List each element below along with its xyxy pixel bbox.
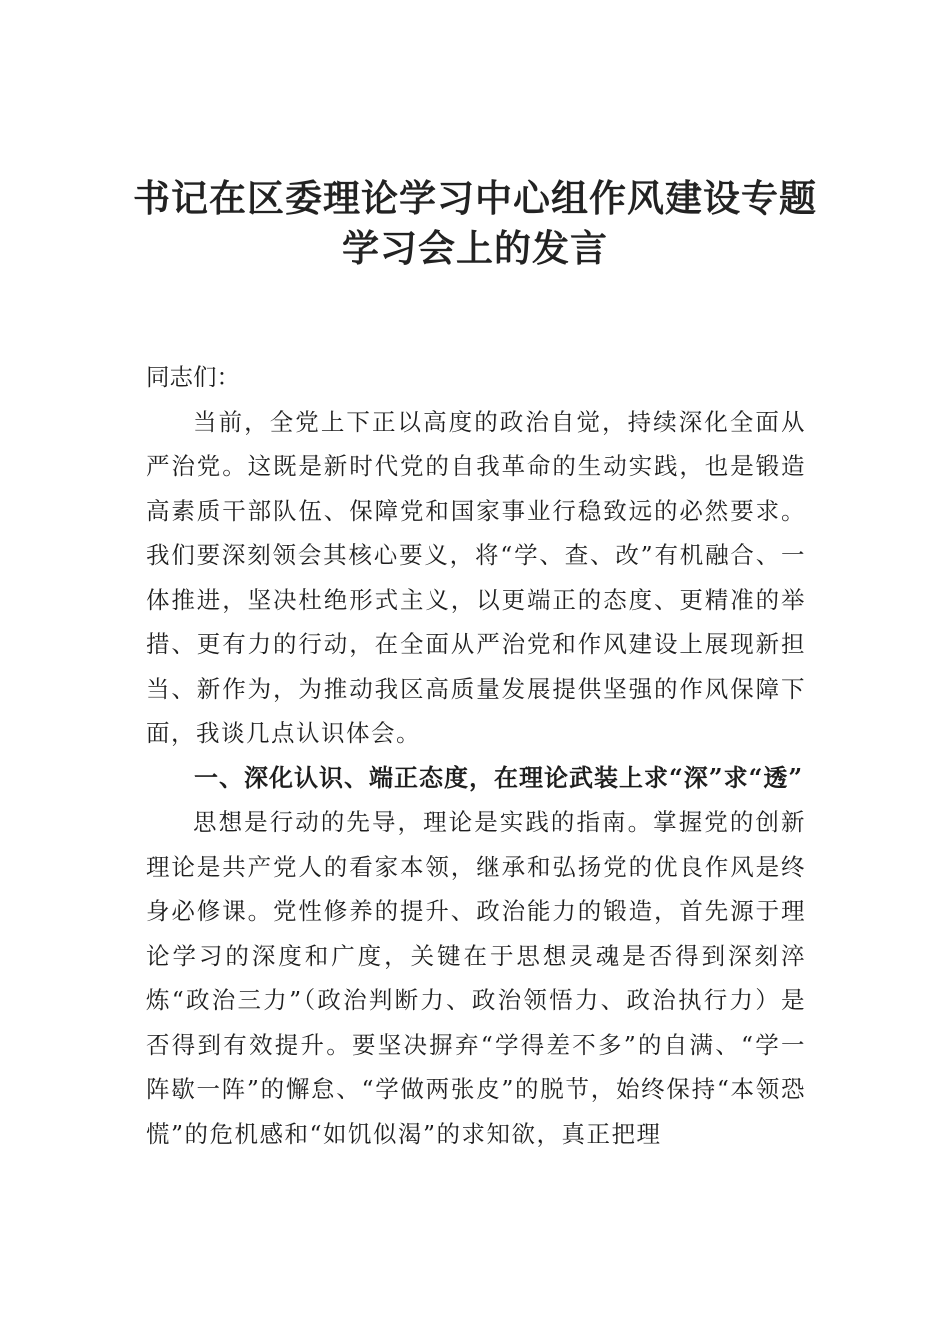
salutation: 同志们： (146, 363, 240, 391)
section-heading-1: 一、深化认识、端正态度，在理论武装上求“深”求“透” (194, 762, 804, 792)
paragraph-intro: 当前，全党上下正以高度的政治自觉，持续深化全面从严治党。这既是新时代党的自我革命的生动实践，也是锻造高素质干部队伍、保障党和国家事业行稳致远的必然要求。我们要深刻领会其核心要义，将“学、查、改”有机融合、一体推进，坚决杜绝形式主义，以更端正的态度、更精准的举措、更有力的行动，在全面从严治党和作风建设上展现新担当、新作为，为推动我区高质量发展提供坚强的作风保障下面，我谈几点认识体会。 (146, 407, 806, 747)
document-title-line-1: 书记在区委理论学习中心组作风建设专题 (133, 176, 817, 220)
paragraph-section-1: 思想是行动的先导，理论是实践的指南。掌握党的创新理论是共产党人的看家本领，继承和弘扬党的优良作风是终身必修课。党性修养的提升、政治能力的锻造，首先源于理论学习的深度和广度，关键在于思想灵魂是否得到深刻淬炼“政治三力”（政治判断力、政治领悟力、政治执行力）是否得到有效提升。要坚决摒弃“学得差不多”的自满、“学一阵歇一阵”的懈怠、“学做两张皮”的脱节，始终保持“本领恐慌”的危机感和“如饥似渴”的求知欲，真正把理 (146, 808, 806, 1148)
document-title-line-2: 学习会上的发言 (342, 226, 608, 270)
document-body (146, 355, 806, 1156)
